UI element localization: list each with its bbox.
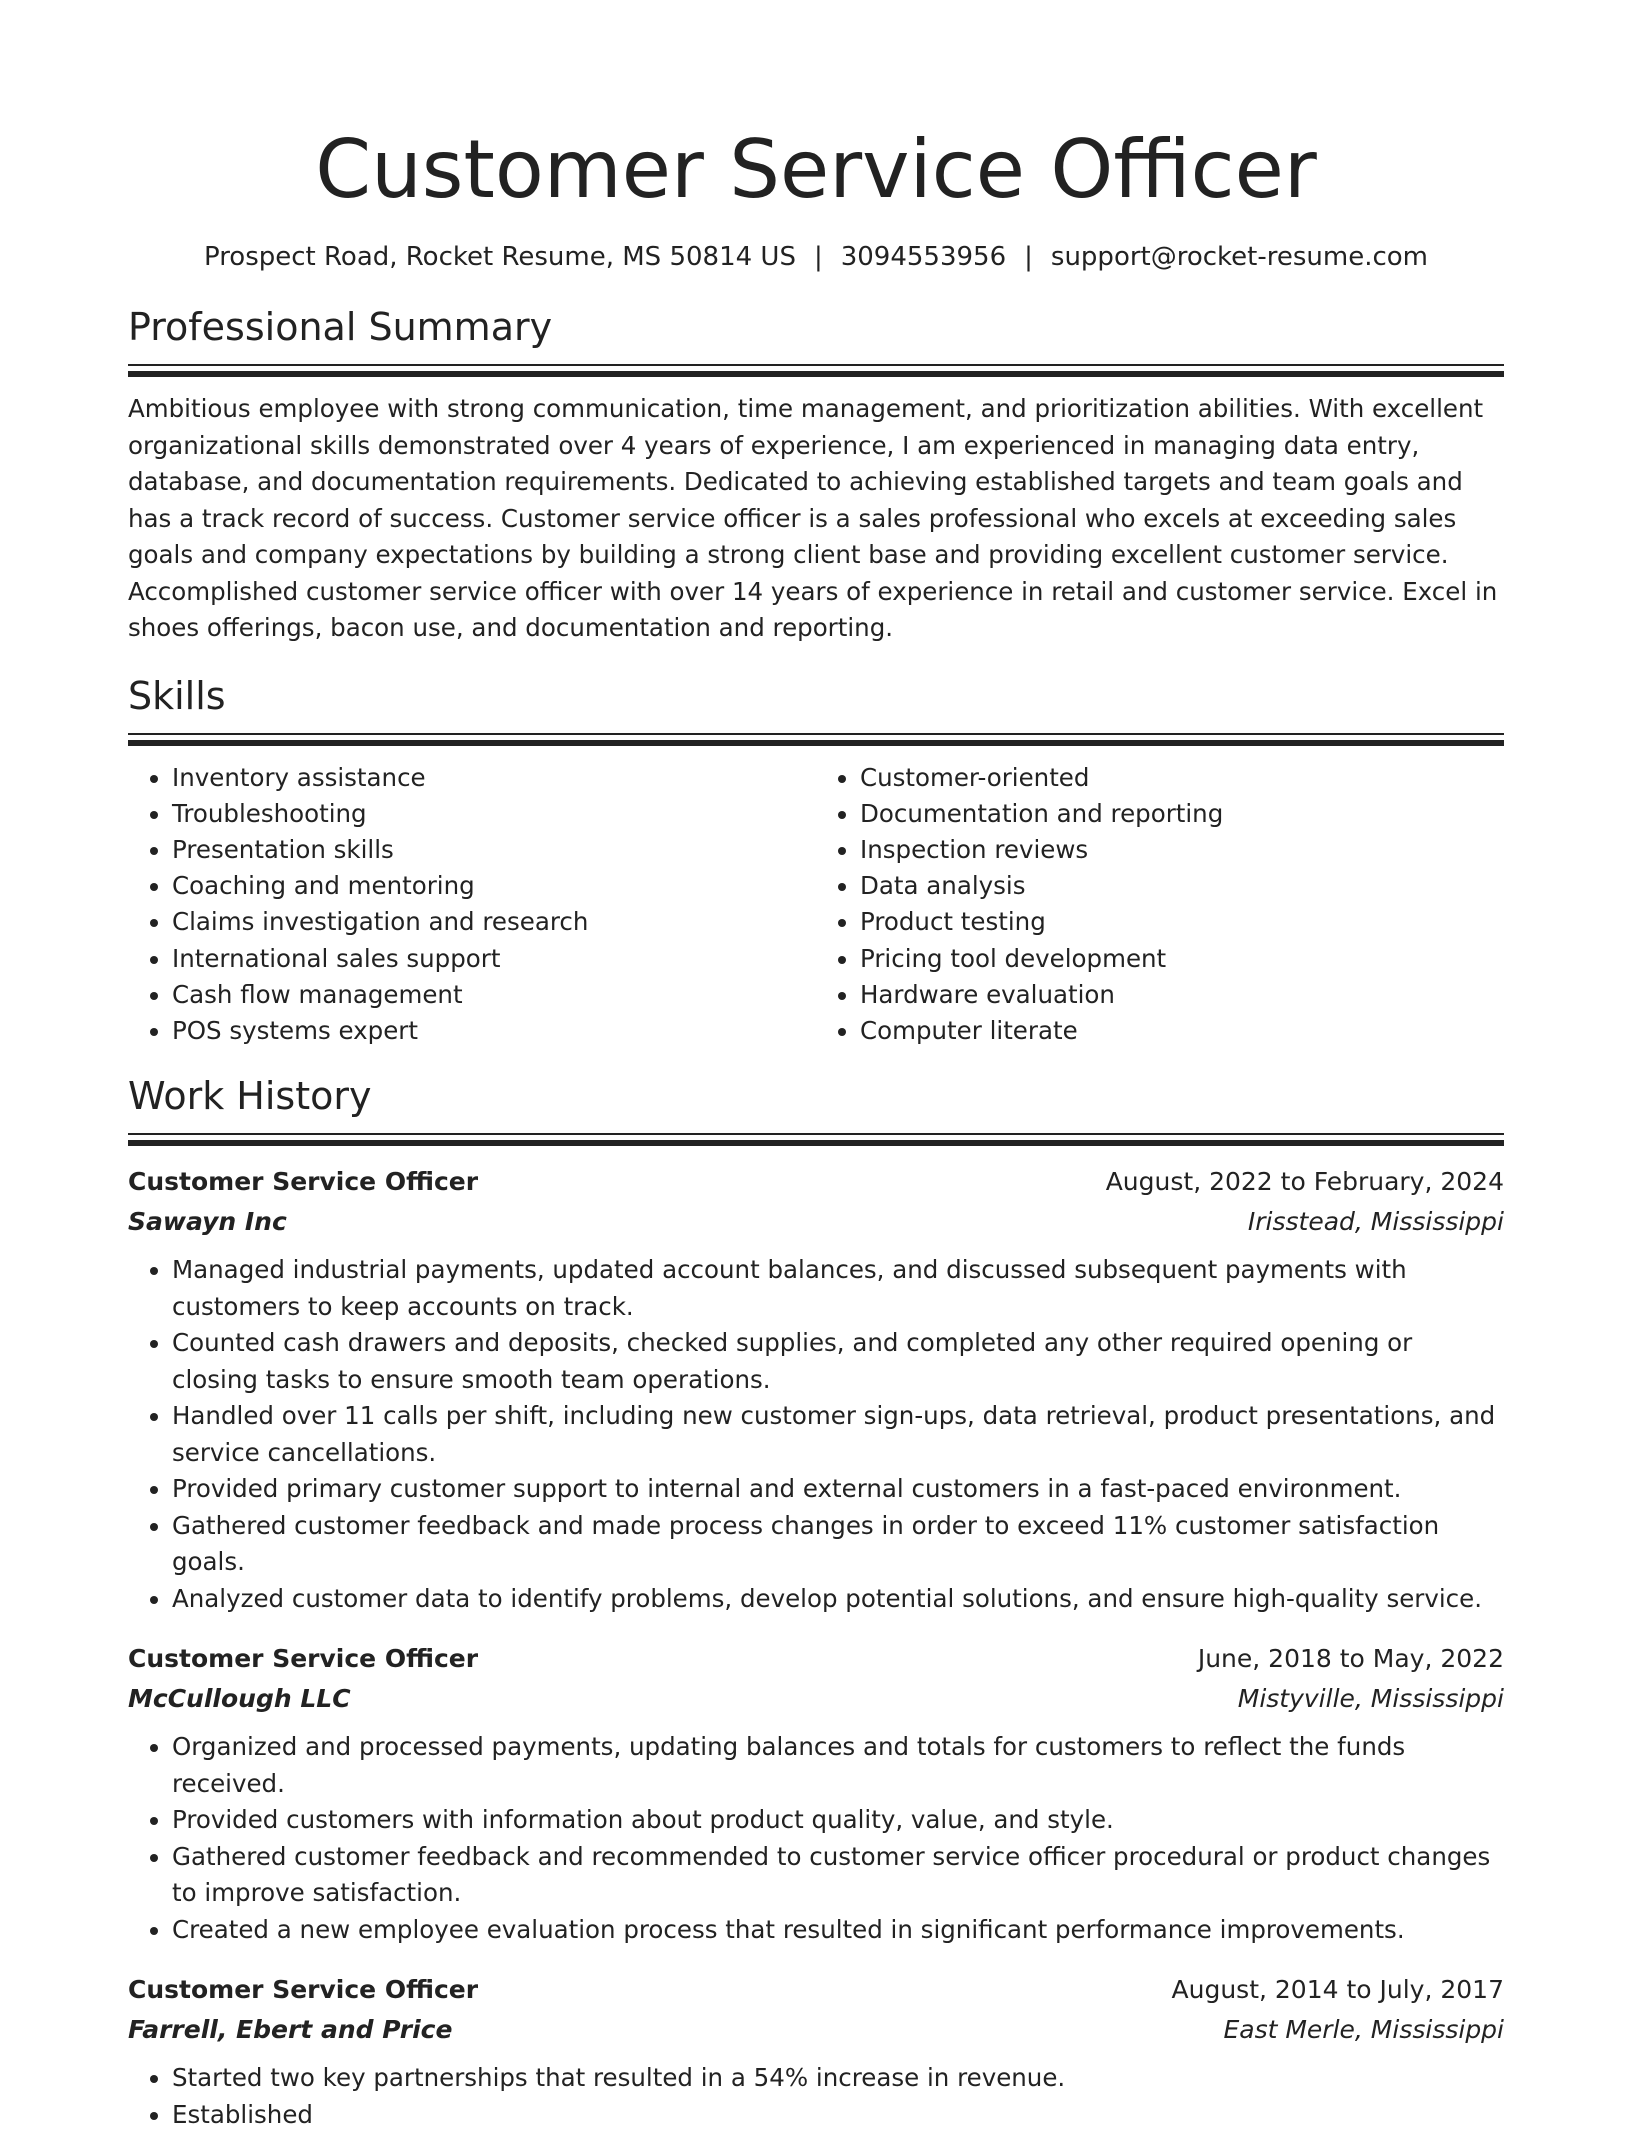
contact-email: support@rocket-resume.com: [1050, 242, 1429, 272]
skills-list-right: [816, 760, 1504, 1050]
job-bullet-list: [128, 1252, 1504, 1617]
skill-item: • Presentation skills: [172, 832, 816, 868]
section-divider: [128, 364, 1504, 377]
skills-list-left: [128, 760, 816, 1050]
contact-separator: |: [1024, 242, 1033, 272]
job-dates: June, 2018 to May, 2022: [1197, 1644, 1504, 1674]
job-bullet: • Provided customers with information about product quality, value, and style.: [172, 1802, 1504, 1839]
job-title: Customer Service Officer: [128, 1975, 479, 2005]
job-bullet: • Gathered customer feedback and recommended to customer service officer procedural or product changes to improve satisfaction.: [172, 1839, 1504, 1912]
skill-item: • Pricing tool development: [860, 941, 1504, 977]
job-bullet: • Established: [172, 2097, 1504, 2133]
section-heading-skills: Skills: [128, 673, 226, 718]
job-header: [128, 1639, 1504, 1679]
job-company: Farrell, Ebert and Price: [128, 2015, 453, 2045]
job-header: [128, 1162, 1504, 1202]
skill-item: • Troubleshooting: [172, 796, 816, 832]
section-heading-work-history: Work History: [128, 1074, 372, 1119]
skill-item: • Computer literate: [860, 1013, 1504, 1049]
skill-item: • Data analysis: [860, 868, 1504, 904]
skill-item: • Cash flow management: [172, 977, 816, 1013]
job-subheader: [128, 2010, 1504, 2050]
skill-item: • Hardware evaluation: [860, 977, 1504, 1013]
job-bullet: • Provided primary customer support to internal and external customers in a fast-paced environment.: [172, 1471, 1504, 1508]
skill-item: • Inspection reviews: [860, 832, 1504, 868]
job-title: Customer Service Officer: [128, 1167, 479, 1197]
contact-separator: |: [813, 242, 823, 272]
skill-item: • Claims investigation and research: [172, 904, 816, 940]
skills-grid: [128, 760, 1504, 1050]
resume-title: Customer Service Officer: [315, 123, 1317, 216]
job-location: East Merle, Mississippi: [1223, 2015, 1504, 2045]
job-bullet: • Analyzed customer data to identify problems, develop potential solutions, and ensure high-quality service.: [172, 1581, 1504, 1618]
job-bullet: • Counted cash drawers and deposits, checked supplies, and completed any other required opening or closing tasks to ensure smooth team operations.: [172, 1325, 1504, 1398]
job-entry: [128, 1162, 1504, 1617]
skill-item: • International sales support: [172, 941, 816, 977]
job-entry: [128, 1639, 1504, 1948]
contact-address: Prospect Road, Rocket Resume, MS 50814 US: [203, 242, 796, 272]
skill-item: • Product testing: [860, 904, 1504, 940]
job-bullet: • Managed industrial payments, updated account balances, and discussed subsequent payments with customers to keep accounts on track.: [172, 1252, 1504, 1325]
job-bullet-list: [128, 2060, 1504, 2133]
job-subheader: [128, 1679, 1504, 1719]
job-location: Mistyville, Mississippi: [1237, 1684, 1504, 1714]
job-dates: August, 2022 to February, 2024: [1105, 1167, 1504, 1197]
job-dates: August, 2014 to July, 2017: [1171, 1975, 1504, 2005]
job-header: [128, 1970, 1504, 2010]
skill-item: • Coaching and mentoring: [172, 868, 816, 904]
skill-item: • Customer-oriented: [860, 760, 1504, 796]
job-bullet: • Started two key partnerships that resulted in a 54% increase in revenue.: [172, 2060, 1504, 2097]
section-divider: [128, 733, 1504, 746]
skill-item: • Documentation and reporting: [860, 796, 1504, 832]
job-company: McCullough LLC: [128, 1684, 351, 1714]
job-subheader: [128, 1202, 1504, 1242]
job-bullet: • Organized and processed payments, updating balances and totals for customers to reflect the funds received.: [172, 1729, 1504, 1802]
section-divider: [128, 1133, 1504, 1146]
job-bullet: • Handled over 11 calls per shift, including new customer sign-ups, data retrieval, product presentations, and service cancellations.: [172, 1398, 1504, 1471]
contact-line: [128, 240, 1504, 274]
section-heading-summary: Professional Summary: [128, 305, 553, 349]
summary-text: Ambitious employee with strong communication, time management, and prioritization abilities. With excellent organizational skills demonstrated over 4 years of experience, I am experienced in managing data entry, database, and documentation requirements. Dedicated to achieving established targets and team goals and has a track record of success. Customer service officer is a sales professional who excels at exceeding sales goals and company expectations by building a strong client base and providing excellent customer service. Accomplished customer service officer with over 14 years of experience in retail and customer service. Excel in shoes offerings, bacon use, and documentation and reporting.: [128, 394, 1498, 642]
job-entry: [128, 1970, 1504, 2133]
job-title: Customer Service Officer: [128, 1644, 479, 1674]
job-company: Sawayn Inc: [128, 1207, 287, 1237]
job-bullet-list: [128, 1729, 1504, 1948]
job-location: Irisstead, Mississippi: [1247, 1207, 1504, 1237]
skill-item: • POS systems expert: [172, 1013, 816, 1049]
skill-item: • Inventory assistance: [172, 760, 816, 796]
job-bullet: • Gathered customer feedback and made process changes in order to exceed 11% customer satisfaction goals.: [172, 1508, 1504, 1581]
job-bullet: • Created a new employee evaluation process that resulted in significant performance improvements.: [172, 1912, 1504, 1949]
contact-phone: 3094553956: [840, 242, 1007, 272]
